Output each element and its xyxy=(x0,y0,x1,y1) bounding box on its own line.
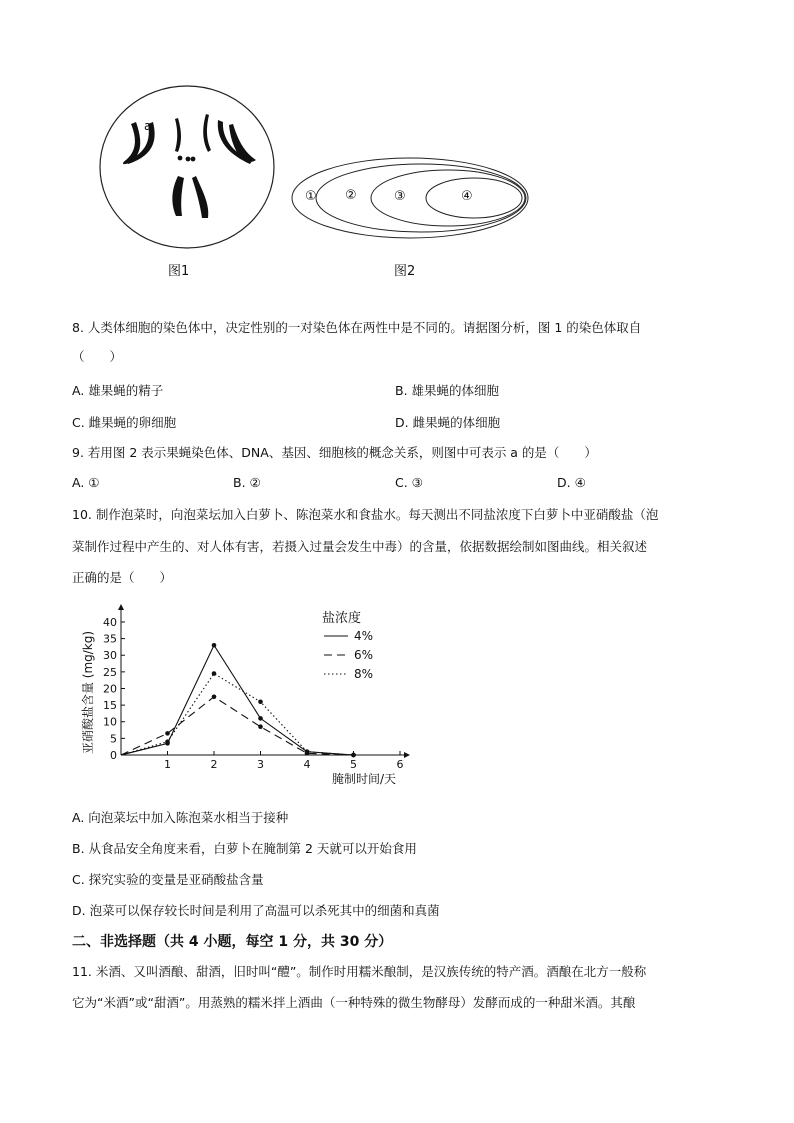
x-tick-label: 1 xyxy=(164,758,171,771)
data-point-6pct-day2 xyxy=(212,695,217,700)
q9-stem: 9. 若用图 2 表示果蝇染色体、DNA、基因、细胞核的概念关系，则图中可表示 a 的是（ ） xyxy=(72,445,597,460)
x-tick-label: 3 xyxy=(257,758,264,771)
figure-2-concept-diagram xyxy=(290,156,534,240)
y-tick-label: 40 xyxy=(103,615,117,629)
figure-2-caption: 图2 xyxy=(394,264,416,279)
y-tick-label: 20 xyxy=(103,682,117,696)
y-tick-label: 0 xyxy=(110,749,117,762)
data-point-8pct-day5 xyxy=(351,753,356,758)
q8-stem-line1: 8. 人类体细胞的染色体中，决定性别的一对染色体在两性中是不同的。请据图分析，图 1 的染色体取自 xyxy=(72,320,642,335)
data-point-8pct-day2 xyxy=(212,671,217,676)
legend-title: 盐浓度 xyxy=(322,611,362,626)
q10-option-a[interactable]: A. 向泡菜坛中加入陈泡菜水相当于接种 xyxy=(72,810,289,825)
x-axis-title: 腌制时间/天 xyxy=(332,772,397,786)
q9-option-c[interactable]: C. ③ xyxy=(395,475,423,490)
q10-stem-line2: 菜制作过程中产生的、对人体有害，若摄入过量会发生中毒）的含量，依据数据绘制如图曲线。相关叙述 xyxy=(72,539,648,554)
ring-label-4: ④ xyxy=(461,189,473,204)
q10-option-d[interactable]: D. 泡菜可以保存较长时间是利用了高温可以杀死其中的细菌和真菌 xyxy=(72,903,440,918)
q8-option-c[interactable]: C. 雌果蝇的卵细胞 xyxy=(72,415,177,430)
y-axis-arrow xyxy=(118,604,124,610)
q9-option-d[interactable]: D. ④ xyxy=(557,475,586,490)
legend-label-4pct: 4% xyxy=(354,629,374,643)
figure-1-cell xyxy=(98,84,276,250)
y-tick-label: 5 xyxy=(110,732,117,746)
data-point-4pct-day3 xyxy=(258,716,263,721)
q10-option-b[interactable]: B. 从食品安全角度来看，白萝卜在腌制第 2 天就可以开始食用 xyxy=(72,841,417,856)
q10-stem-line3: 正确的是（ ） xyxy=(72,570,173,585)
y-tick-label: 10 xyxy=(103,715,117,729)
data-point-8pct-day1 xyxy=(165,739,170,744)
ring-label-2: ② xyxy=(345,188,357,203)
y-tick-label: 25 xyxy=(103,665,117,679)
x-tick-label: 2 xyxy=(210,758,218,771)
y-axis-title: 亚硝酸盐含量 (mg/kg) xyxy=(81,630,95,755)
y-tick-label: 35 xyxy=(103,632,117,646)
x-tick-label: 5 xyxy=(350,758,357,771)
y-tick-label: 30 xyxy=(103,649,117,663)
q10-option-c[interactable]: C. 探究实验的变量是亚硝酸盐含量 xyxy=(72,872,264,887)
q8-option-d[interactable]: D. 雌果蝇的体细胞 xyxy=(395,415,501,430)
x-tick-label: 4 xyxy=(303,758,311,771)
q10-stem-line1: 10. 制作泡菜时，向泡菜坛加入白萝卜、陈泡菜水和食盐水。每天测出不同盐浓度下白萝卜中亚硝酸盐（泡 xyxy=(72,507,659,522)
x-axis-arrow xyxy=(404,752,410,758)
ring-label-3: ③ xyxy=(394,189,406,204)
q9-option-a[interactable]: A. ① xyxy=(72,475,100,490)
legend-label-8pct: 8% xyxy=(354,667,374,681)
ring-label-1: ① xyxy=(305,189,317,204)
data-point-8pct-day3 xyxy=(258,699,263,704)
x-tick-label: 6 xyxy=(396,758,404,771)
q11-line1: 11. 米酒、又叫酒酿、甜酒，旧时叫“醴”。制作时用糯米酿制，是汉族传统的特产酒。酒酿在北方一般称 xyxy=(72,964,647,979)
series-line-8pct xyxy=(121,674,354,755)
data-point-4pct-day2 xyxy=(212,643,217,648)
data-point-6pct-day1 xyxy=(165,731,170,736)
q8-option-b[interactable]: B. 雄果蝇的体细胞 xyxy=(395,383,500,398)
data-point-8pct-day4 xyxy=(305,749,310,754)
data-point-6pct-day3 xyxy=(258,724,263,729)
section-2-heading: 二、非选择题（共 4 小题，每空 1 分，共 30 分） xyxy=(72,934,393,950)
y-tick-label: 15 xyxy=(103,699,117,713)
nitrite-line-chart xyxy=(76,600,426,792)
q9-option-b[interactable]: B. ② xyxy=(233,475,261,490)
figure-1-caption: 图1 xyxy=(168,264,190,279)
q8-stem-line2: （ ） xyxy=(72,349,123,364)
q8-option-a[interactable]: A. 雄果蝇的精子 xyxy=(72,383,164,398)
series-line-4pct xyxy=(121,645,354,755)
q11-line2: 它为“米酒”或“甜酒”。用蒸熟的糯米拌上酒曲（一种特殊的微生物酵母）发酵而成的一种甜米酒。其酿 xyxy=(72,995,636,1010)
figure-1-label-a: a xyxy=(144,119,152,133)
legend-label-6pct: 6% xyxy=(354,648,374,662)
